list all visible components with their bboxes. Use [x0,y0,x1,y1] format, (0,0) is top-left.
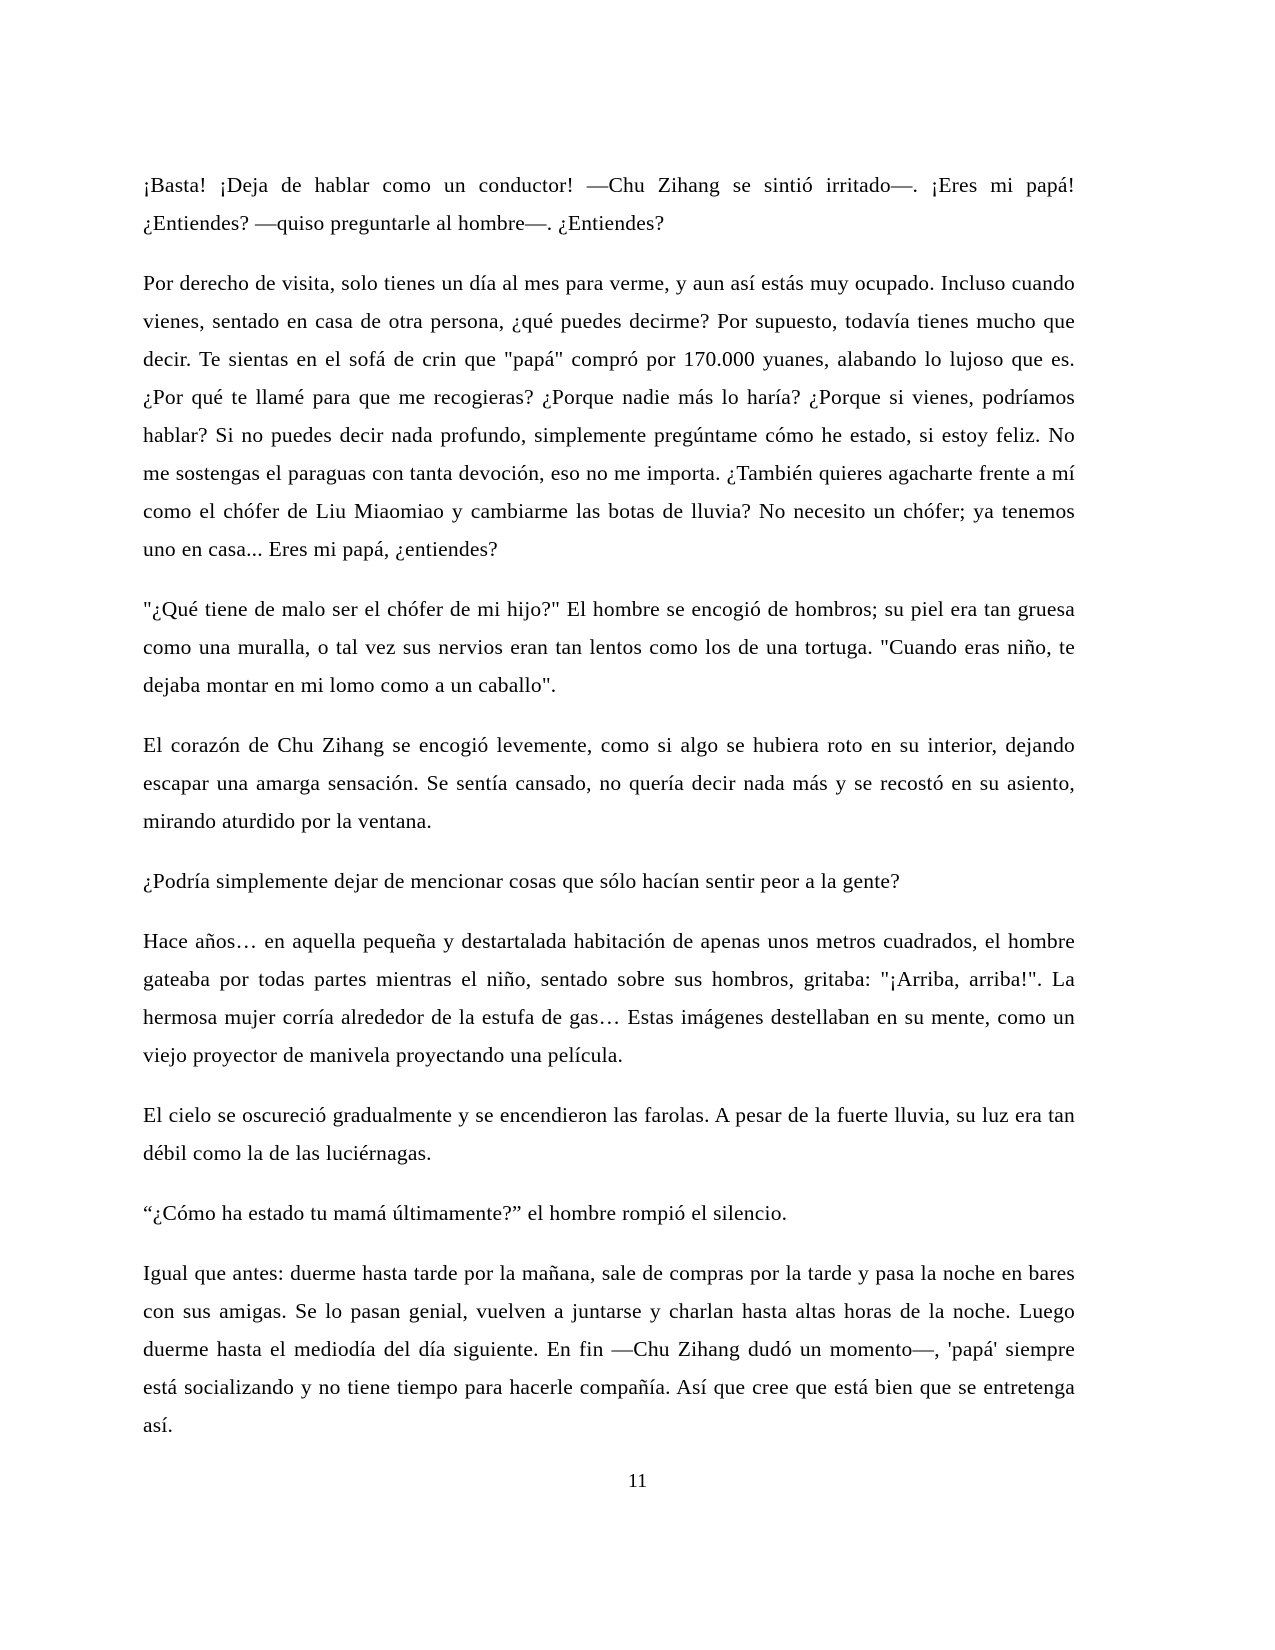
paragraph-2: Por derecho de visita, solo tienes un día al mes para verme, y aun así estás muy ocupado. Incluso cuando vienes, sentado en casa de otra persona, ¿qué puedes decirme? Por supuesto, todavía tienes mucho que decir. Te sientas en el sofá de crin que "papá" compró por 170.000 yuanes, alabando lo lujoso que es. ¿Por qué te llamé para que me recogieras? ¿Porque nadie más lo haría? ¿Porque si vienes, podríamos hablar? Si no puedes decir nada profundo, simplemente pregúntame cómo he estado, si estoy feliz. No me sostengas el paraguas con tanta devoción, eso no me importa. ¿También quieres agacharte frente a mí como el chófer de Liu Miaomiao y cambiarme las botas de lluvia? No necesito un chófer; ya tenemos uno en casa... Eres mi papá, ¿entiendes? [143,271,1075,561]
paragraph-6: Hace años… en aquella pequeña y destartalada habitación de apenas unos metros cuadrados, el hombre gateaba por todas partes mientras el niño, sentado sobre sus hombros, gritaba: "¡Arriba, arriba!". La hermosa mujer corría alrededor de la estufa de gas… Estas imágenes destellaban en su mente, como un viejo proyector de manivela proyectando una película. [143,929,1075,1067]
page-body-text [143,166,1075,1444]
paragraph-5: ¿Podría simplemente dejar de mencionar cosas que sólo hacían sentir peor a la gente? [143,869,900,893]
paragraph-4: El corazón de Chu Zihang se encogió levemente, como si algo se hubiera roto en su interior, dejando escapar una amarga sensación. Se sentía cansado, no quería decir nada más y se recostó en su asiento, mirando aturdido por la ventana. [143,733,1075,833]
paragraph-9: Igual que antes: duerme hasta tarde por la mañana, sale de compras por la tarde y pasa la noche en bares con sus amigas. Se lo pasan genial, vuelven a juntarse y charlan hasta altas horas de la noche. Luego duerme hasta el mediodía del día siguiente. En fin —Chu Zihang dudó un momento—, 'papá' siempre está socializando y no tiene tiempo para hacerle compañía. Así que cree que está bien que se entretenga así. [143,1261,1075,1437]
paragraph-3: "¿Qué tiene de malo ser el chófer de mi hijo?" El hombre se encogió de hombros; su piel era tan gruesa como una muralla, o tal vez sus nervios eran tan lentos como los de una tortuga. "Cuando eras niño, te dejaba montar en mi lomo como a un caballo". [143,597,1075,697]
paragraph-8: “¿Cómo ha estado tu mamá últimamente?” el hombre rompió el silencio. [143,1201,788,1225]
page-number: 11 [627,1470,648,1492]
paragraph-1: ¡Basta! ¡Deja de hablar como un conductor! —Chu Zihang se sintió irritado—. ¡Eres mi papá! ¿Entiendes? —quiso preguntarle al hombre—. ¿Entiendes? [143,173,1075,235]
paragraph-7: El cielo se oscureció gradualmente y se encendieron las farolas. A pesar de la fuerte lluvia, su luz era tan débil como la de las luciérnagas. [143,1103,1075,1165]
